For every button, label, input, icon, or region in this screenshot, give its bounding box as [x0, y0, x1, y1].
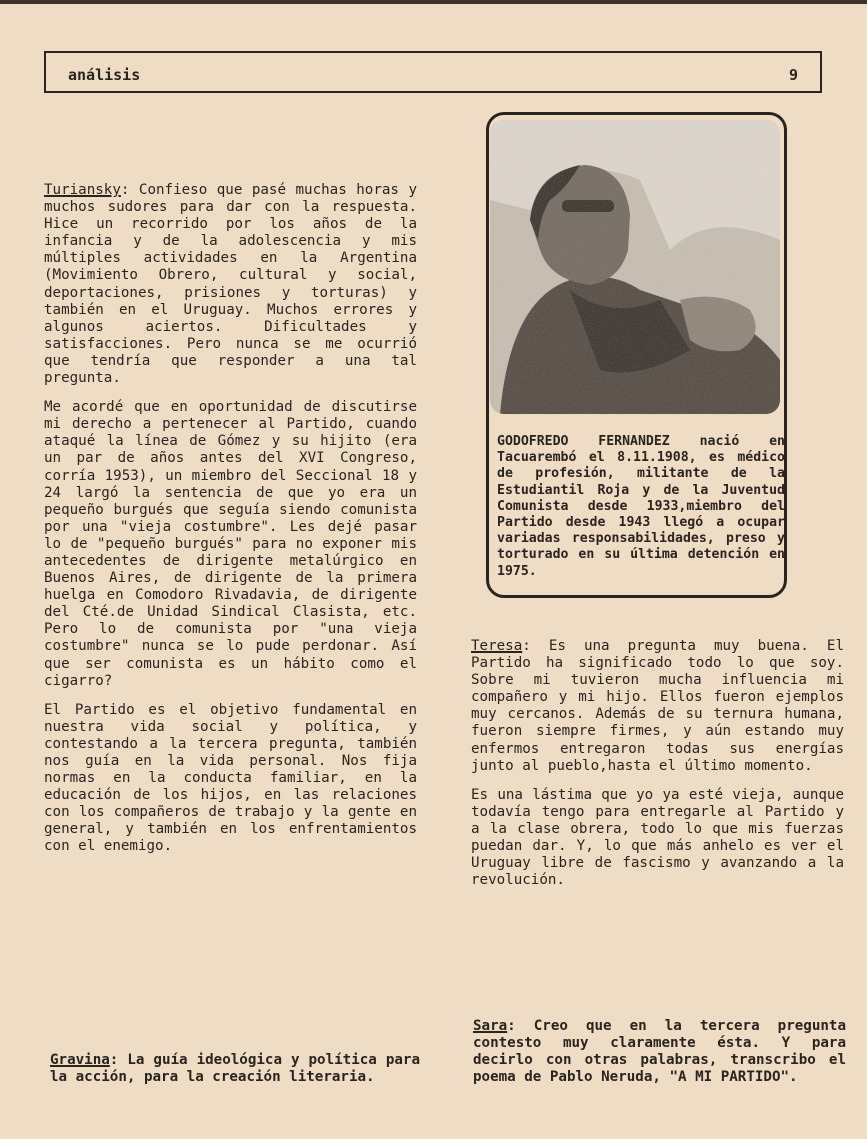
gravina-block [50, 1052, 420, 1098]
section-title: análisis [68, 66, 141, 84]
portrait-photo [490, 120, 780, 414]
page-header [44, 51, 822, 93]
teresa-block [471, 638, 844, 901]
photo-caption: GODOFREDO FERNANDEZ nació en Tacuarembó el 8.11.1908, es médico de profesión, militante de la Estudiantil Roja y de la Juventud Comunista desde 1933,miembro del Partido desde 1943 llegó a ocupar variadas responsabilidades, preso y torturado en su última detención en 1975. [497, 434, 785, 579]
turiansky-paragraph-2: Me acordé que en oportunidad de discutirse mi derecho a pertenecer al Partido, cuando ataqué la línea de Gómez y su hijito (era un par de años antes del XVI Congreso, corría 1953), un miembro del Seccional 18 y 24 largó la sentencia de que yo era un pequeño burgués que seguía siendo comunista por una "vieja costumbre". Les dejé pasar lo de "pequeño burgués" para no exponer mis antecedentes de dirigente metalúrgico en Buenos Aires, de dirigente de la primera huelga en Comodoro Rivadavia, de dirigente del Cté.de Unidad Sindical Clasista, etc. Pero lo de comunista por "una vieja costumbre" nunca se lo pude perdonar. Así que ser comunista es un hábito como el cigarro? [44, 399, 417, 689]
page-number: 9 [788, 66, 798, 84]
sara-block [473, 1018, 846, 1098]
gravina-paragraph: Gravina: La guía ideológica y política para la acción, para la creación literaria. [50, 1052, 420, 1086]
speaker-gravina: Gravina [50, 1052, 110, 1068]
turiansky-paragraph-3: El Partido es el objetivo fundamental en nuestra vida social y política, y contestando a la tercera pregunta, también nos guía en la vida personal. Nos fija normas en la conducta familiar, en la educación de los hijos, en las relaciones con los compañeros de trabajo y la gente en general, y también en los enfrentamientos con el enemigo. [44, 701, 417, 855]
speaker-turiansky: Turiansky [44, 182, 121, 198]
turiansky-block [44, 182, 417, 868]
speaker-teresa: Teresa [471, 638, 523, 654]
speaker-sara: Sara [473, 1018, 508, 1034]
turiansky-paragraph-1: Turiansky: Confieso que pasé muchas horas y muchos sudores para dar con la respuesta. Hice un recorrido por los años de la infancia y de la adolescencia y mis múltiples actividades en la Argentina (Movimiento Obrero, cultural y social, deportaciones, prisiones y torturas) y también en el Uruguay. Muchos errores y algunos aciertos. Dificultades y satisfacciones. Pero nunca se me ocurrió que tendría que responder a una tal pregunta. [44, 182, 417, 387]
teresa-paragraph-2: Es una lástima que yo ya esté vieja, aunque todavía tengo para entregarle al Partido y a la clase obrera, todo lo que mis fuerzas puedan dar. Y, lo que más anhelo es ver el Uruguay libre de fascismo y avanzando a la revolución. [471, 786, 844, 889]
teresa-paragraph-1: Teresa: Es una pregunta muy buena. El Partido ha significado todo lo que soy. Sobre mi tuvieron mucha influencia mi compañero y mi hijo. Ellos fueron ejemplos muy cercanos. Además de su ternura humana, fueron siempre firmes, y aún estando muy enfermos entregaron todas sus energías junto al pueblo,hasta el último momento. [471, 638, 844, 774]
top-rule [0, 0, 867, 4]
sara-paragraph: Sara: Creo que en la tercera pregunta contesto muy claramente ésta. Y para decirlo con otras palabras, transcribo el poema de Pablo Neruda, "A MI PARTIDO". [473, 1018, 846, 1086]
portrait-image [490, 120, 780, 414]
